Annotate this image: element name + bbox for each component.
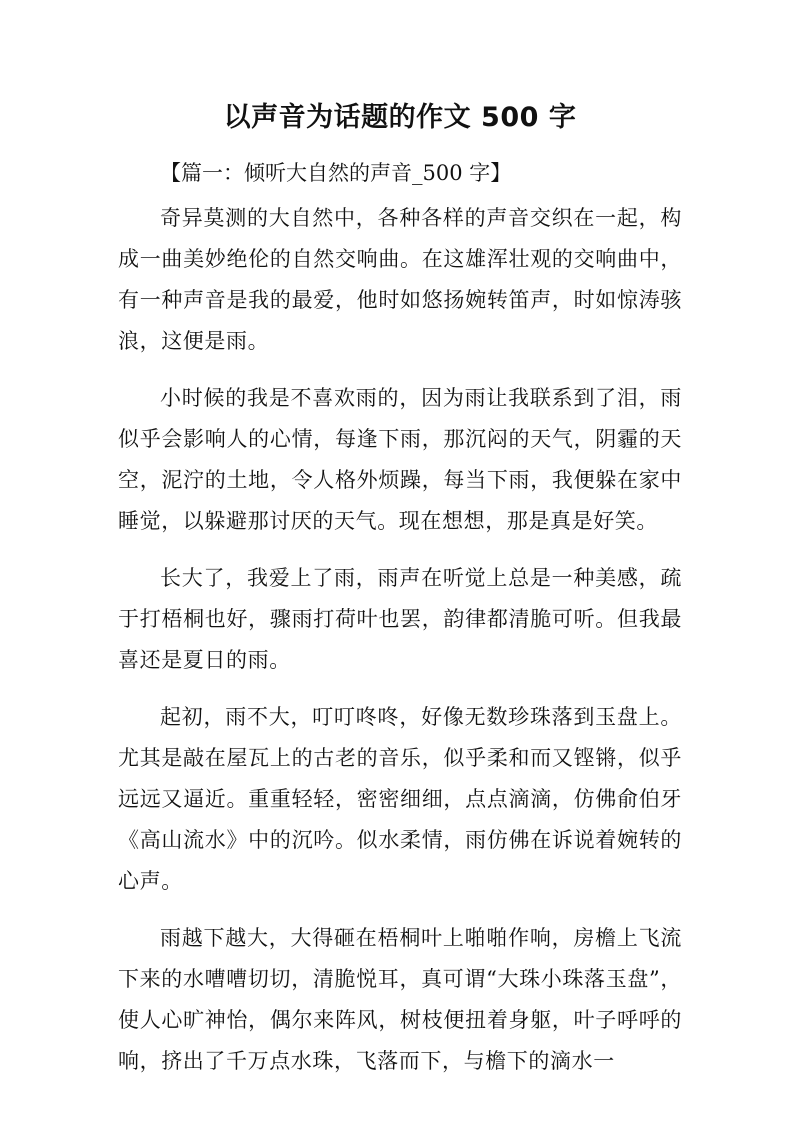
essay-body — [118, 198, 682, 1082]
paragraph: 长大了，我爱上了雨，雨声在听觉上总是一种美感，疏于打梧桐也好，骤雨打荷叶也罢，韵律都清脆可听。但我最喜还是夏日的雨。 — [118, 566, 682, 672]
section-heading: 【篇一：倾听大自然的声音_500 字】 — [160, 161, 512, 185]
paragraph: 起初，雨不大，叮叮咚咚，好像无数珍珠落到玉盘上。尤其是敲在屋瓦上的古老的音乐，似乎柔和而又铿锵，似乎远远又逼近。重重轻轻，密密细细，点点滴滴，仿佛俞伯牙《高山流水》中的沉吟。似水柔情，雨仿佛在诉说着婉转的心声。 — [118, 705, 682, 893]
paragraph: 奇异莫测的大自然中，各种各样的声音交织在一起，构成一曲美妙绝伦的自然交响曲。在这雄浑壮观的交响曲中，有一种声音是我的最爱，他时如悠扬婉转笛声，时如惊涛骇浪，这便是雨。 — [118, 206, 682, 353]
paragraph: 小时候的我是不喜欢雨的，因为雨让我联系到了泪，雨似乎会影响人的心情，每逢下雨，那沉闷的天气，阴霾的天空，泥泞的土地，令人格外烦躁，每当下雨，我便躲在家中睡觉，以躲避那讨厌的天气。现在想想，那是真是好笑。 — [118, 386, 682, 533]
document-title: 以声音为话题的作文 500 字 — [223, 102, 577, 133]
paragraph: 雨越下越大，大得砸在梧桐叶上啪啪作响，房檐上飞流下来的水嘈嘈切切，清脆悦耳，真可谓“大珠小珠落玉盘”，使人心旷神怡，偶尔来阵风，树枝便扭着身躯，叶子呼呼的响，挤出了千万点水珠，飞落而下，与檐下的滴水一 — [118, 926, 682, 1073]
